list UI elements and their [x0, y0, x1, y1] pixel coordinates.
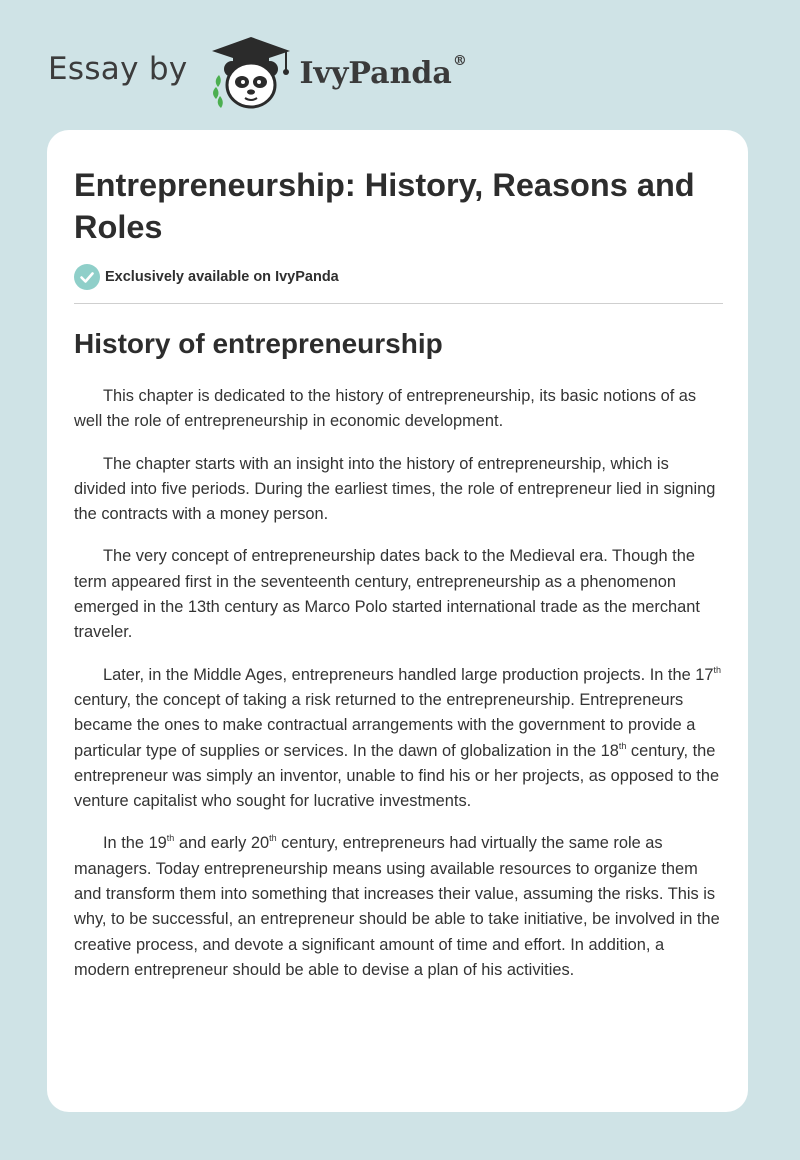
paragraph: The chapter starts with an insight into the history of entrepreneurship, which is divided into five periods. During the earliest times, the role of entrepreneur lied in signing the contracts with a money person. [74, 454, 716, 524]
divider [74, 303, 723, 304]
exclusive-label: Exclusively available on IvyPanda [105, 269, 339, 285]
registered-mark: ® [452, 53, 467, 69]
section-heading: History of entrepreneurship [74, 328, 443, 359]
site-header [48, 30, 468, 116]
check-circle-icon [74, 264, 100, 290]
exclusive-badge [74, 263, 339, 291]
essay-by-label: Essay by [48, 51, 188, 87]
article-body [74, 384, 724, 1000]
page-title: Entrepreneurship: History, Reasons and Roles [74, 167, 695, 245]
paragraph: Later, in the Middle Ages, entrepreneurs handled large production projects. In the 17th century, the concept of taking a risk returned to the entrepreneurship. Entrepreneurs became the ones to make contractual arrangements with the government to provide a particular type of supplies or services. In the dawn of globalization in the 18th century, the entrepreneur was simply an inventor, unable to find his or her projects, as opposed to the venture capitalist who sought for lucrative investments. [74, 664, 722, 811]
ivypanda-logo-icon[interactable] [206, 33, 296, 113]
paragraph: This chapter is dedicated to the history of entrepreneurship, its basic notions of as well the role of entrepreneurship in economic development. [74, 387, 697, 431]
paragraph: In the 19th and early 20th century, entrepreneurs had virtually the same role as managers. Today entrepreneurship means using available resources to organize them and transform them into something that increases their value, assuming the risks. This is why, to be successful, an entrepreneur should be able to take initiative, be involved in the creative process, and devote a significant amount of time and effort. In addition, a modern entrepreneur should be able to devise a plan of his activities. [74, 833, 720, 979]
paragraph: The very concept of entrepreneurship dates back to the Medieval era. Though the term appeared first in the seventeenth century, entrepreneurship as a phenomenon emerged in the 13th century as Marco Polo started international trade as the merchant traveler. [74, 547, 700, 642]
essay-card [47, 130, 748, 1112]
brand-name[interactable]: IvyPanda® [299, 53, 467, 91]
